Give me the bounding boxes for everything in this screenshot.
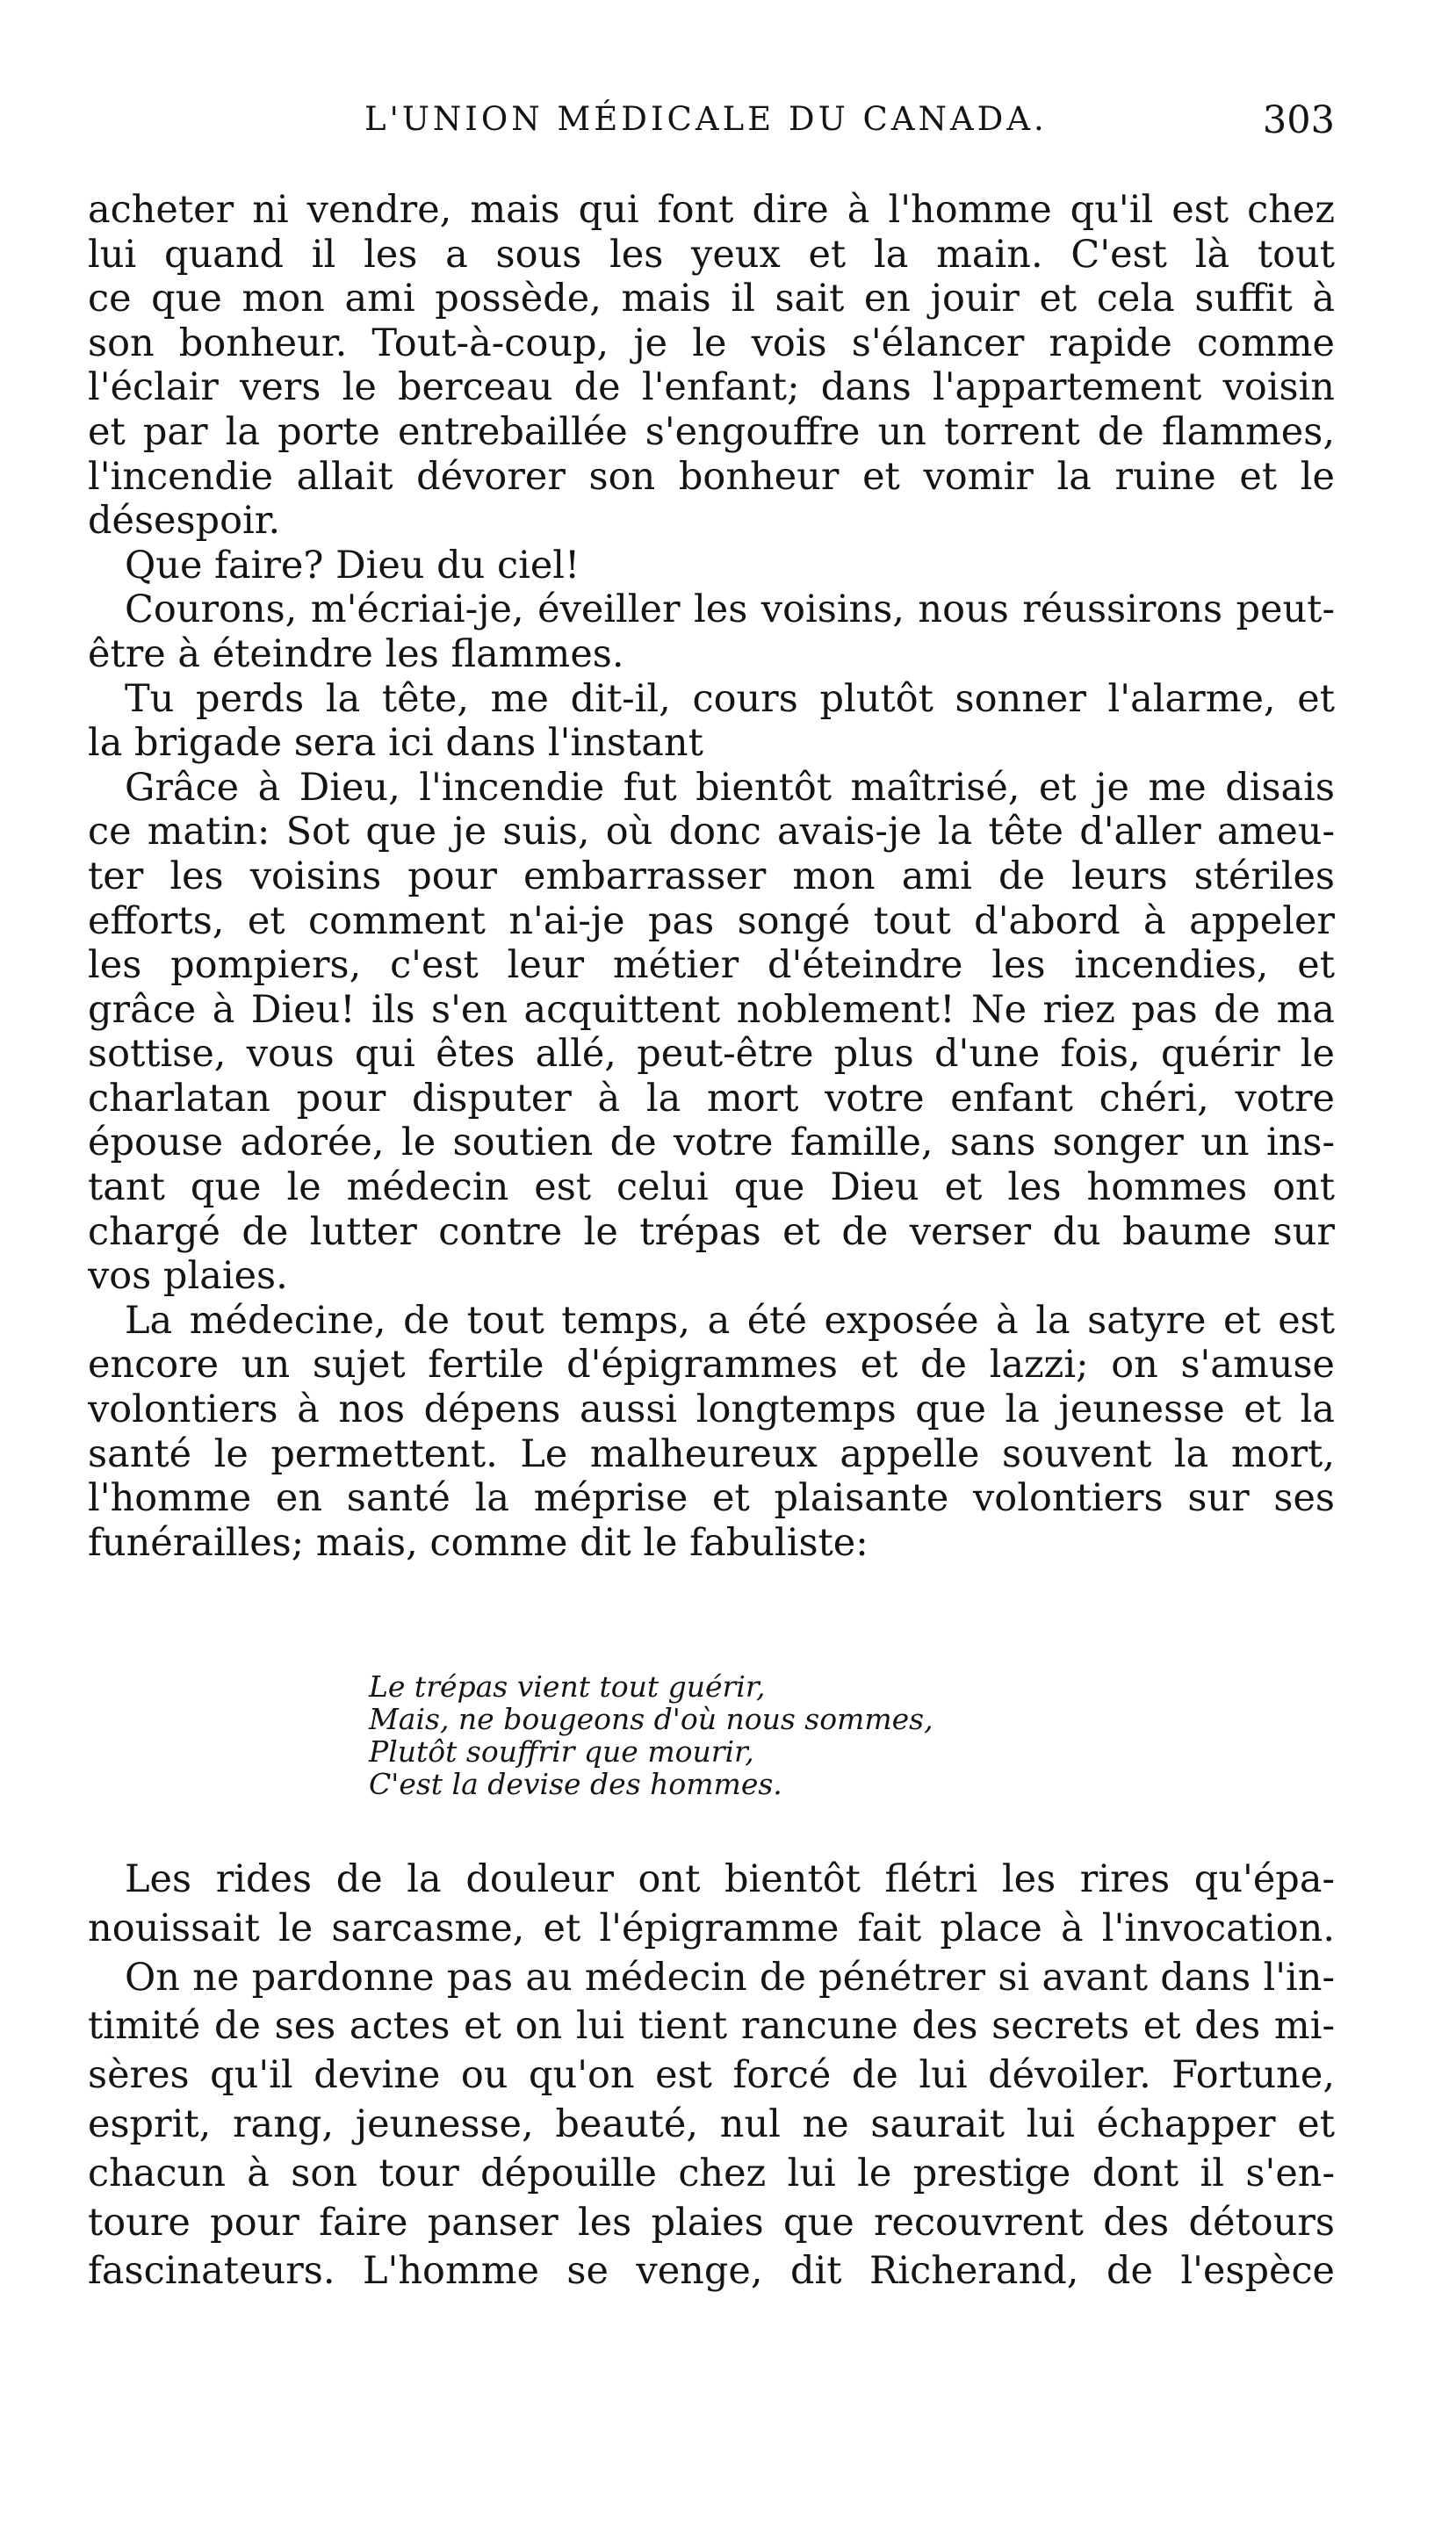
text-line: tant que le médecin est celui que Dieu et les hommes ont [88,1165,1335,1210]
text-line: épouse adorée, le soutien de votre famille, sans songer un ins- [88,1121,1335,1165]
text-line: Tu perds la tête, me dit-il, cours plutôt sonner l'alarme, et [125,676,1335,721]
text-line: Grâce à Dieu, l'incendie fut bientôt maîtrisé, et je me disais [125,765,1335,810]
text-line: l'homme en santé la méprise et plaisante volontiers sur ses [88,1476,1335,1521]
text-line: nouissait le sarcasme, et l'épigramme fait place à l'invocation. [88,1906,1335,1950]
text-line: être à éteindre les flammes. [88,631,624,676]
text-line: On ne pardonne pas au médecin de pénétrer si avant dans l'in- [125,1955,1335,2000]
page-number: 303 [1262,98,1335,142]
text-line: ce que mon ami possède, mais il sait en jouir et cela suffit à [88,277,1335,321]
text-line: esprit, rang, jeunesse, beauté, nul ne saurait lui échapper et [88,2101,1335,2146]
text-line: lui quand il les a sous les yeux et la main. C'est là tout [88,232,1335,277]
body-text-bottom [88,1856,1335,2296]
text-line: grâce à Dieu! ils s'en acquittent noblement! Ne riez pas de ma [88,987,1335,1032]
text-line: chacun à son tour dépouille chez lui le prestige dont il s'en- [88,2151,1335,2195]
text-line: volontiers à nos dépens aussi longtemps que la jeunesse et la [88,1388,1335,1432]
text-line: toure pour faire panser les plaies que recouvrent des détours [88,2200,1335,2245]
text-line: charlatan pour disputer à la mort votre enfant chéri, votre [88,1076,1335,1121]
text-line: l'incendie allait dévorer son bonheur et vomir la ruine et le [88,454,1335,499]
text-line: efforts, et comment n'ai-je pas songé tout d'abord à appeler [88,898,1335,943]
running-title: L'UNION MÉDICALE DU CANADA. [364,100,1048,138]
text-line: chargé de lutter contre le trépas et de verser du baume sur [88,1209,1335,1254]
text-line: Les rides de la douleur ont bientôt flétri les rires qu'épa- [125,1857,1335,1901]
text-line: fascinateurs. L'homme se venge, dit Richerand, de l'espèce [88,2249,1335,2294]
text-line: l'éclair vers le berceau de l'enfant; dans l'appartement voisin [88,365,1335,410]
verse-line: Le trépas vient tout guérir, [369,1669,766,1704]
verse-line: Mais, ne bougeons d'où nous sommes, [369,1702,933,1736]
text-line: ce matin: Sot que je suis, où donc avais-je la tête d'aller ameu- [88,810,1335,854]
verse-quotation [369,1670,1071,1800]
text-line: son bonheur. Tout-à-coup, je le vois s'élancer rapide comme [88,321,1335,365]
verse-line: C'est la devise des hommes. [369,1767,782,1801]
verse-line: Plutôt souffrir que mourir, [369,1734,754,1769]
text-line: ter les voisins pour embarrasser mon ami de leurs stériles [88,854,1335,898]
text-line: la brigade sera ici dans l'instant [88,721,703,766]
text-line: timité de ses actes et on lui tient rancune des secrets et des mi- [88,2004,1335,2049]
text-line: acheter ni vendre, mais qui font dire à l'homme qu'il est chez [88,188,1335,232]
text-line: funérailles; mais, comme dit le fabuliste: [88,1520,869,1565]
text-line: les pompiers, c'est leur métier d'éteindre les incendies, et [88,943,1335,988]
text-line: sères qu'il devine ou qu'on est forcé de lui dévoiler. Fortune, [88,2053,1335,2098]
text-line: La médecine, de tout temps, a été exposée à la satyre et est [125,1298,1335,1343]
text-line: Courons, m'écriai-je, éveiller les voisins, nous réussirons peut- [125,587,1335,632]
text-line: et par la porte entrebaillée s'engouffre un torrent de flammes, [88,409,1335,454]
text-line: vos plaies. [88,1254,288,1299]
text-line: désespoir. [88,499,281,544]
body-text-top [88,188,1335,1565]
text-line: santé le permettent. Le malheureux appelle souvent la mort, [88,1431,1335,1476]
text-line: sottise, vous qui êtes allé, peut-être plus d'une fois, quérir le [88,1032,1335,1077]
text-line: Que faire? Dieu du ciel! [125,543,580,587]
text-line: encore un sujet fertile d'épigrammes et de lazzi; on s'amuse [88,1343,1335,1388]
running-head [88,95,1335,148]
